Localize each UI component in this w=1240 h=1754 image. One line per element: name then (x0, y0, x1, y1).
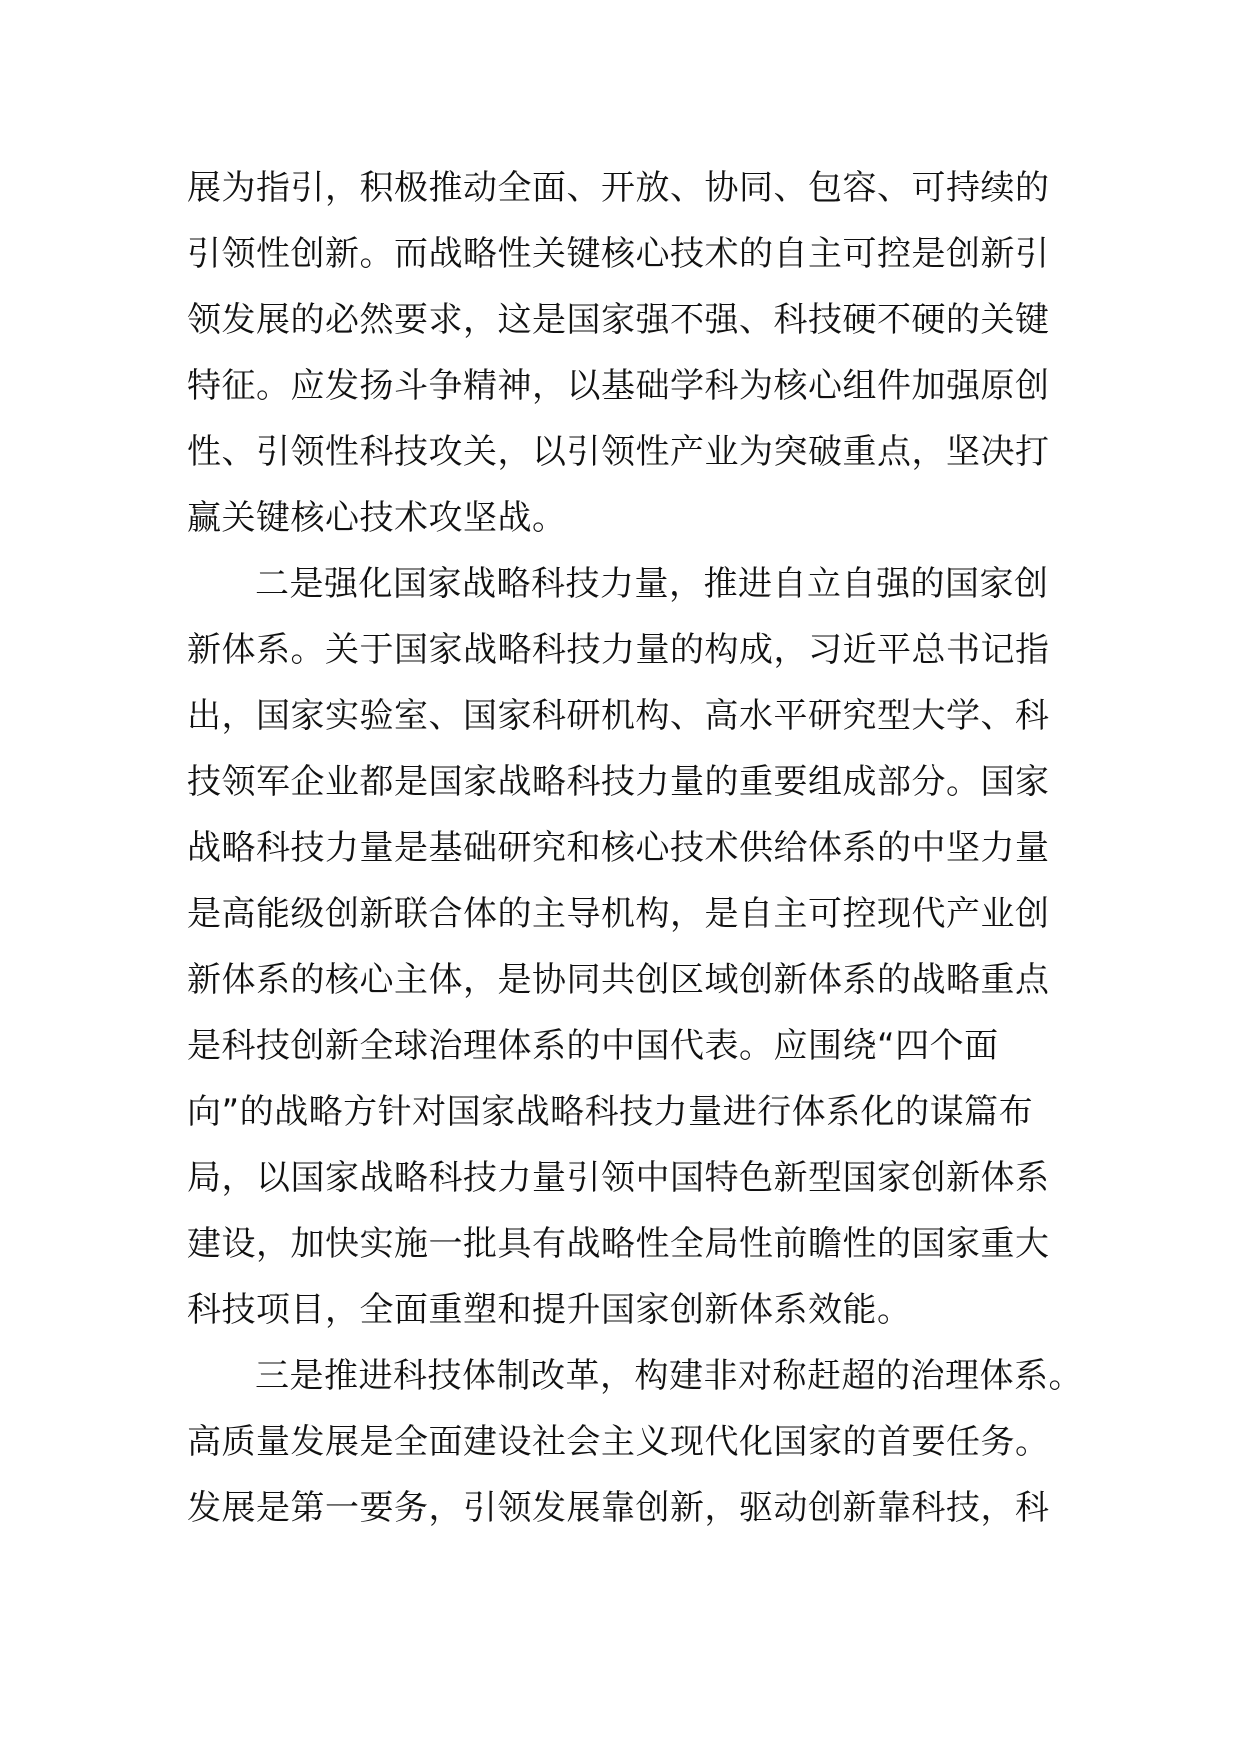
paragraph-1 (187, 155, 1057, 551)
text-line: 是高能级创新联合体的主导机构，是自主可控现代产业创 (187, 894, 1050, 934)
paragraph-2 (187, 551, 1057, 1343)
text-line: 局，以国家战略科技力量引领中国特色新型国家创新体系 (187, 1158, 1050, 1198)
text-line: 二是强化国家战略科技力量，推进自立自强的国家创 (255, 564, 1049, 604)
text-line: 向”的战略方针对国家战略科技力量进行体系化的谋篇布 (187, 1092, 1034, 1132)
text-line: 特征。应发扬斗争精神，以基础学科为核心组件加强原创 (187, 366, 1050, 406)
text-line: 科技项目，全面重塑和提升国家创新体系效能。 (187, 1290, 912, 1330)
document-body (187, 155, 1083, 1541)
text-line: 是科技创新全球治理体系的中国代表。应围绕“四个面 (187, 1026, 999, 1066)
text-line: 性、引领性科技攻关，以引领性产业为突破重点，坚决打 (187, 432, 1050, 472)
text-line: 技领军企业都是国家战略科技力量的重要组成部分。国家 (187, 762, 1050, 802)
text-line: 高质量发展是全面建设社会主义现代化国家的首要任务。 (187, 1422, 1050, 1462)
text-line: 战略科技力量是基础研究和核心技术供给体系的中坚力量 (187, 828, 1050, 868)
text-line: 发展是第一要务，引领发展靠创新，驱动创新靠科技，科 (187, 1488, 1050, 1528)
text-line: 三是推进科技体制改革，构建非对称赶超的治理体系。 (255, 1356, 1083, 1396)
text-line: 展为指引，积极推动全面、开放、协同、包容、可持续的 (187, 168, 1050, 208)
text-line: 赢关键核心技术攻坚战。 (187, 498, 567, 538)
text-line: 新体系的核心主体，是协同共创区域创新体系的战略重点 (187, 960, 1050, 1000)
text-line: 建设，加快实施一批具有战略性全局性前瞻性的国家重大 (187, 1224, 1050, 1264)
text-line: 新体系。关于国家战略科技力量的构成，习近平总书记指 (187, 630, 1050, 670)
text-line: 引领性创新。而战略性关键核心技术的自主可控是创新引 (187, 234, 1050, 274)
paragraph-3 (187, 1343, 1083, 1541)
text-line: 出，国家实验室、国家科研机构、高水平研究型大学、科 (187, 696, 1050, 736)
text-line: 领发展的必然要求，这是国家强不强、科技硬不硬的关键 (187, 300, 1050, 340)
